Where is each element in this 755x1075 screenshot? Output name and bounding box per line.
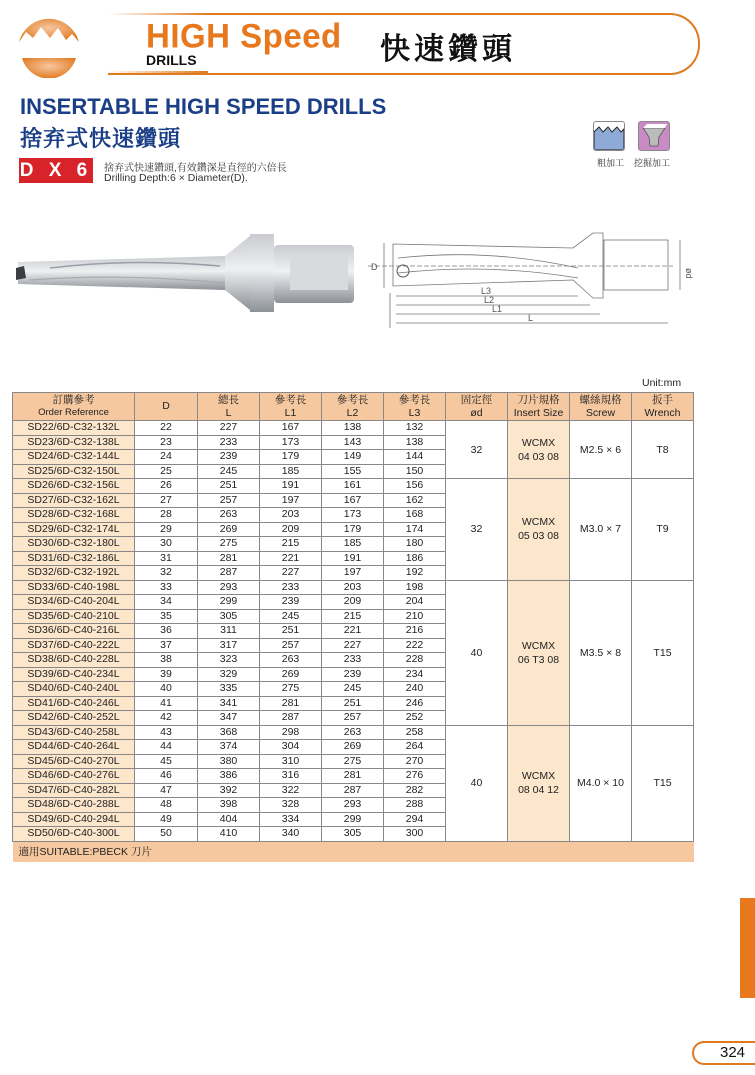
order-reference-cell: SD40/6D-C40-240L	[13, 682, 135, 697]
dimension-cell: 149	[322, 450, 384, 465]
insert-size-line2: 08 04 12	[518, 784, 559, 796]
dimension-cell: 239	[260, 595, 322, 610]
wrench-size: T15	[653, 646, 672, 659]
column-header-cn: 總長	[218, 394, 239, 406]
dimension-cell: 347	[198, 711, 260, 726]
shank-diameter-cell	[446, 479, 508, 581]
shank-diameter: 32	[470, 443, 483, 456]
column-header-cn: 螺絲規格	[579, 394, 622, 406]
order-reference-cell: SD45/6D-C40-270L	[13, 754, 135, 769]
shank-diameter-cell	[446, 725, 508, 841]
dimension-cell: 287	[198, 566, 260, 581]
dimension-cell: 281	[260, 696, 322, 711]
dimension-cell: 227	[198, 421, 260, 436]
dimension-cell: 209	[322, 595, 384, 610]
dimension-cell: 328	[260, 798, 322, 813]
dimension-cell: 204	[384, 595, 446, 610]
dimension-cell: 233	[322, 653, 384, 668]
header-title-cn: 快速鑽頭	[380, 33, 516, 66]
diagram-label-L2: L2	[484, 295, 495, 305]
dimension-cell: 233	[260, 580, 322, 595]
dimension-cell: 215	[260, 537, 322, 552]
dimension-cell: 311	[198, 624, 260, 639]
dimension-cell: 269	[322, 740, 384, 755]
dimension-cell: 234	[384, 667, 446, 682]
diagram-label-L1: L1	[492, 304, 503, 314]
dimension-cell: 28	[135, 508, 198, 523]
order-reference-cell: SD37/6D-C40-222L	[13, 638, 135, 653]
column-header	[570, 393, 632, 421]
diagram-label-D: D	[371, 262, 378, 272]
dimension-cell: 275	[198, 537, 260, 552]
dimension-cell: 46	[135, 769, 198, 784]
order-reference-cell: SD30/6D-C32-180L	[13, 537, 135, 552]
dimension-cell: 228	[384, 653, 446, 668]
order-reference-cell: SD27/6D-C32-162L	[13, 493, 135, 508]
dimension-cell: 161	[322, 479, 384, 494]
dimension-cell: 191	[322, 551, 384, 566]
order-reference-cell: SD23/6D-C32-138L	[13, 435, 135, 450]
column-header-cn: 訂購參考	[52, 394, 95, 406]
column-header-en: Wrench	[644, 406, 681, 419]
dimension-cell: 44	[135, 740, 198, 755]
dimension-cell: 299	[322, 812, 384, 827]
dimension-cell: 43	[135, 725, 198, 740]
dimension-cell: 246	[384, 696, 446, 711]
dimension-cell: 329	[198, 667, 260, 682]
diagram-label-L: L	[528, 313, 534, 323]
column-header	[135, 393, 198, 421]
dimension-cell: 316	[260, 769, 322, 784]
dimension-cell: 227	[260, 566, 322, 581]
dimension-cell: 34	[135, 595, 198, 610]
wrench-cell	[632, 725, 694, 841]
order-reference-cell: SD34/6D-C40-204L	[13, 595, 135, 610]
table-header-row	[13, 393, 694, 421]
dimension-cell: 42	[135, 711, 198, 726]
dimension-cell: 257	[260, 638, 322, 653]
banner-top-line	[108, 13, 208, 15]
dimension-cell: 310	[260, 754, 322, 769]
dimension-cell: 275	[322, 754, 384, 769]
column-header-cn: 刀片規格	[517, 394, 560, 406]
header-title: HIGH Speed	[146, 16, 342, 55]
order-reference-cell: SD22/6D-C32-132L	[13, 421, 135, 436]
table-row	[13, 580, 694, 595]
dimension-cell: 392	[198, 783, 260, 798]
pocket-machining-label: 挖掘加工	[634, 158, 671, 168]
insert-size-line2: 04 03 08	[518, 450, 559, 463]
table-row	[13, 725, 694, 740]
dimension-cell: 340	[260, 827, 322, 842]
company-logo	[14, 8, 84, 78]
order-reference-cell: SD36/6D-C40-216L	[13, 624, 135, 639]
dimension-cell: 258	[384, 725, 446, 740]
shank-diameter-cell	[446, 580, 508, 725]
column-header-cn: 參考長	[398, 394, 431, 406]
dimension-cell: 374	[198, 740, 260, 755]
column-header	[384, 393, 446, 421]
dimension-cell: 167	[260, 421, 322, 436]
dimension-cell: 174	[384, 522, 446, 537]
dimension-cell: 179	[322, 522, 384, 537]
wrench-size: T8	[656, 443, 669, 456]
description-en: Drilling Depth:6 × Diameter(D).	[104, 172, 248, 184]
dimension-cell: 323	[198, 653, 260, 668]
dimension-cell: 257	[198, 493, 260, 508]
dimension-cell: 282	[384, 783, 446, 798]
shank-diameter-cell	[446, 421, 508, 479]
dimension-cell: 47	[135, 783, 198, 798]
shank-diameter: 32	[470, 523, 483, 536]
order-reference-cell: SD50/6D-C40-300L	[13, 827, 135, 842]
dimension-cell: 251	[198, 479, 260, 494]
dimension-cell: 275	[260, 682, 322, 697]
dimension-cell: 144	[384, 450, 446, 465]
section-side-tab	[740, 898, 755, 998]
column-header-en: L3	[408, 406, 421, 419]
dimension-cell: 143	[322, 435, 384, 450]
dimension-cell: 298	[260, 725, 322, 740]
dimension-cell: 216	[384, 624, 446, 639]
screw-size: M2.5 × 6	[579, 443, 622, 456]
dimension-cell: 30	[135, 537, 198, 552]
dimension-cell: 287	[260, 711, 322, 726]
dimension-cell: 222	[384, 638, 446, 653]
wrench-cell	[632, 421, 694, 479]
dimension-cell: 32	[135, 566, 198, 581]
column-header	[260, 393, 322, 421]
dimension-cell: 173	[322, 508, 384, 523]
dimension-cell: 150	[384, 464, 446, 479]
dimension-cell: 334	[260, 812, 322, 827]
column-header-en: L	[225, 406, 232, 419]
dimension-cell: 26	[135, 479, 198, 494]
dimension-cell: 404	[198, 812, 260, 827]
dimension-cell: 227	[322, 638, 384, 653]
suitable-note: 適用SUITABLE:PBECK 刀片	[13, 841, 694, 862]
dimension-cell: 317	[198, 638, 260, 653]
order-reference-cell: SD31/6D-C32-186L	[13, 551, 135, 566]
dimension-cell: 29	[135, 522, 198, 537]
dimension-cell: 192	[384, 566, 446, 581]
dimension-cell: 398	[198, 798, 260, 813]
dimension-cell: 185	[322, 537, 384, 552]
column-header-en: L2	[346, 406, 359, 419]
column-header	[13, 393, 135, 421]
dimension-cell: 288	[384, 798, 446, 813]
dimension-cell: 198	[384, 580, 446, 595]
dimension-cell: 132	[384, 421, 446, 436]
dimension-cell: 251	[322, 696, 384, 711]
screw-size: M4.0 × 10	[577, 777, 624, 789]
order-reference-cell: SD24/6D-C32-144L	[13, 450, 135, 465]
dimension-cell: 410	[198, 827, 260, 842]
dimension-cell: 27	[135, 493, 198, 508]
column-header-en: Insert Size	[513, 406, 564, 419]
dimension-cell: 269	[198, 522, 260, 537]
dimension-cell: 155	[322, 464, 384, 479]
dimension-cell: 221	[322, 624, 384, 639]
rough-machining-label: 粗加工	[597, 158, 625, 168]
drill-photo	[10, 228, 365, 318]
drill-dimension-diagram	[368, 228, 698, 328]
dimension-cell: 138	[384, 435, 446, 450]
dimension-cell: 186	[384, 551, 446, 566]
dimension-cell: 304	[260, 740, 322, 755]
column-header	[632, 393, 694, 421]
screw-size: M3.0 × 7	[579, 523, 622, 536]
insert-size-line1: WCMX	[521, 639, 556, 652]
dimension-cell: 294	[384, 812, 446, 827]
dimension-cell: 341	[198, 696, 260, 711]
insert-size-line1: WCMX	[521, 770, 556, 782]
insert-size-line2: 05 03 08	[518, 530, 559, 543]
dimension-cell: 245	[260, 609, 322, 624]
insert-size-cell	[508, 421, 570, 479]
order-reference-cell: SD43/6D-C40-258L	[13, 725, 135, 740]
dimension-cell: 197	[322, 566, 384, 581]
dimension-cell: 335	[198, 682, 260, 697]
column-header-cn: 參考長	[274, 394, 307, 406]
dimension-cell: 245	[198, 464, 260, 479]
dimension-cell: 281	[322, 769, 384, 784]
section-title-cn: 捨弃式快速鑽頭	[20, 126, 182, 151]
order-reference-cell: SD29/6D-C32-174L	[13, 522, 135, 537]
order-reference-cell: SD39/6D-C40-234L	[13, 667, 135, 682]
insert-size-line2: 06 T3 08	[517, 653, 560, 666]
dimension-cell: 203	[322, 580, 384, 595]
order-reference-cell: SD48/6D-C40-288L	[13, 798, 135, 813]
depth-badge: D X 6	[19, 160, 93, 181]
order-reference-cell: SD28/6D-C32-168L	[13, 508, 135, 523]
dimension-cell: 233	[198, 435, 260, 450]
dimension-cell: 22	[135, 421, 198, 436]
insert-size-cell	[508, 725, 570, 841]
wrench-size: T15	[653, 777, 672, 789]
pocket-machining-icon	[638, 121, 670, 151]
dimension-cell: 39	[135, 667, 198, 682]
screw-cell	[570, 725, 632, 841]
dimension-cell: 197	[260, 493, 322, 508]
specification-table	[12, 392, 694, 862]
screw-cell	[570, 479, 632, 581]
wrench-size: T9	[656, 523, 669, 536]
column-header	[446, 393, 508, 421]
dimension-cell: 300	[384, 827, 446, 842]
dimension-cell: 269	[260, 667, 322, 682]
diagram-label-L3: L3	[481, 286, 492, 296]
dimension-cell: 191	[260, 479, 322, 494]
dimension-cell: 31	[135, 551, 198, 566]
order-reference-cell: SD47/6D-C40-282L	[13, 783, 135, 798]
dimension-cell: 240	[384, 682, 446, 697]
order-reference-cell: SD33/6D-C40-198L	[13, 580, 135, 595]
column-header-cn: D	[162, 400, 170, 413]
header-subtitle: DRILLS	[146, 52, 197, 68]
banner-bottom-line	[108, 71, 208, 73]
dimension-cell: 203	[260, 508, 322, 523]
dimension-cell: 41	[135, 696, 198, 711]
dimension-cell: 293	[322, 798, 384, 813]
dimension-cell: 251	[260, 624, 322, 639]
dimension-cell: 40	[135, 682, 198, 697]
insert-size-line1: WCMX	[521, 436, 556, 449]
dimension-cell: 380	[198, 754, 260, 769]
order-reference-cell: SD25/6D-C32-150L	[13, 464, 135, 479]
dimension-cell: 299	[198, 595, 260, 610]
dimension-cell: 263	[198, 508, 260, 523]
dimension-cell: 245	[322, 682, 384, 697]
dimension-cell: 168	[384, 508, 446, 523]
dimension-cell: 49	[135, 812, 198, 827]
dimension-cell: 173	[260, 435, 322, 450]
screw-size: M3.5 × 8	[579, 646, 622, 659]
dimension-cell: 35	[135, 609, 198, 624]
dimension-cell: 221	[260, 551, 322, 566]
dimension-cell: 24	[135, 450, 198, 465]
screw-cell	[570, 421, 632, 479]
order-reference-cell: SD32/6D-C32-192L	[13, 566, 135, 581]
dimension-cell: 138	[322, 421, 384, 436]
table-footer-row	[13, 841, 694, 862]
dimension-cell: 180	[384, 537, 446, 552]
dimension-cell: 23	[135, 435, 198, 450]
page-number: 324	[720, 1044, 746, 1061]
dimension-cell: 263	[322, 725, 384, 740]
dimension-cell: 209	[260, 522, 322, 537]
unit-label: Unit:mm	[642, 377, 682, 389]
dimension-cell: 156	[384, 479, 446, 494]
dimension-cell: 25	[135, 464, 198, 479]
column-header-en: L1	[284, 406, 297, 419]
dimension-cell: 305	[322, 827, 384, 842]
order-reference-cell: SD46/6D-C40-276L	[13, 769, 135, 784]
order-reference-cell: SD44/6D-C40-264L	[13, 740, 135, 755]
dimension-cell: 167	[322, 493, 384, 508]
dimension-cell: 276	[384, 769, 446, 784]
dimension-cell: 33	[135, 580, 198, 595]
dimension-cell: 270	[384, 754, 446, 769]
dimension-cell: 36	[135, 624, 198, 639]
order-reference-cell: SD38/6D-C40-228L	[13, 653, 135, 668]
dimension-cell: 48	[135, 798, 198, 813]
table-row	[13, 421, 694, 436]
dimension-cell: 185	[260, 464, 322, 479]
insert-size-cell	[508, 580, 570, 725]
rough-machining-icon	[593, 121, 625, 151]
shank-diameter: 40	[470, 777, 483, 789]
order-reference-cell: SD26/6D-C32-156L	[13, 479, 135, 494]
column-header-en: Order Reference	[38, 406, 109, 418]
column-header-en: Screw	[585, 406, 616, 419]
dimension-cell: 162	[384, 493, 446, 508]
dimension-cell: 386	[198, 769, 260, 784]
order-reference-cell: SD35/6D-C40-210L	[13, 609, 135, 624]
dimension-cell: 179	[260, 450, 322, 465]
dimension-cell: 252	[384, 711, 446, 726]
description-cn: 捨弃式快速鑽頭,有效鑽深是直徑的六倍長	[104, 163, 287, 174]
dimension-cell: 368	[198, 725, 260, 740]
dimension-cell: 263	[260, 653, 322, 668]
insert-size-cell	[508, 479, 570, 581]
order-reference-cell: SD41/6D-C40-246L	[13, 696, 135, 711]
dimension-cell: 322	[260, 783, 322, 798]
order-reference-cell: SD42/6D-C40-252L	[13, 711, 135, 726]
dimension-cell: 210	[384, 609, 446, 624]
column-header	[508, 393, 570, 421]
dimension-cell: 37	[135, 638, 198, 653]
order-reference-cell: SD49/6D-C40-294L	[13, 812, 135, 827]
column-header	[198, 393, 260, 421]
dimension-cell: 287	[322, 783, 384, 798]
column-header-cn: 扳手	[652, 394, 673, 406]
dimension-cell: 50	[135, 827, 198, 842]
dimension-cell: 38	[135, 653, 198, 668]
screw-cell	[570, 580, 632, 725]
dimension-cell: 45	[135, 754, 198, 769]
dimension-cell: 281	[198, 551, 260, 566]
table-row	[13, 479, 694, 494]
dimension-cell: 293	[198, 580, 260, 595]
section-title: INSERTABLE HIGH SPEED DRILLS	[20, 94, 387, 119]
insert-size-line1: WCMX	[521, 516, 556, 529]
wrench-cell	[632, 580, 694, 725]
wrench-cell	[632, 479, 694, 581]
dimension-cell: 215	[322, 609, 384, 624]
dimension-cell: 305	[198, 609, 260, 624]
dimension-cell: 264	[384, 740, 446, 755]
column-header-en: ød	[470, 406, 483, 419]
column-header	[322, 393, 384, 421]
column-header-cn: 固定徑	[460, 394, 493, 406]
diagram-label-d: ød	[684, 268, 694, 279]
dimension-cell: 239	[198, 450, 260, 465]
dimension-cell: 257	[322, 711, 384, 726]
shank-diameter: 40	[470, 646, 483, 659]
column-header-cn: 參考長	[336, 394, 369, 406]
dimension-cell: 239	[322, 667, 384, 682]
